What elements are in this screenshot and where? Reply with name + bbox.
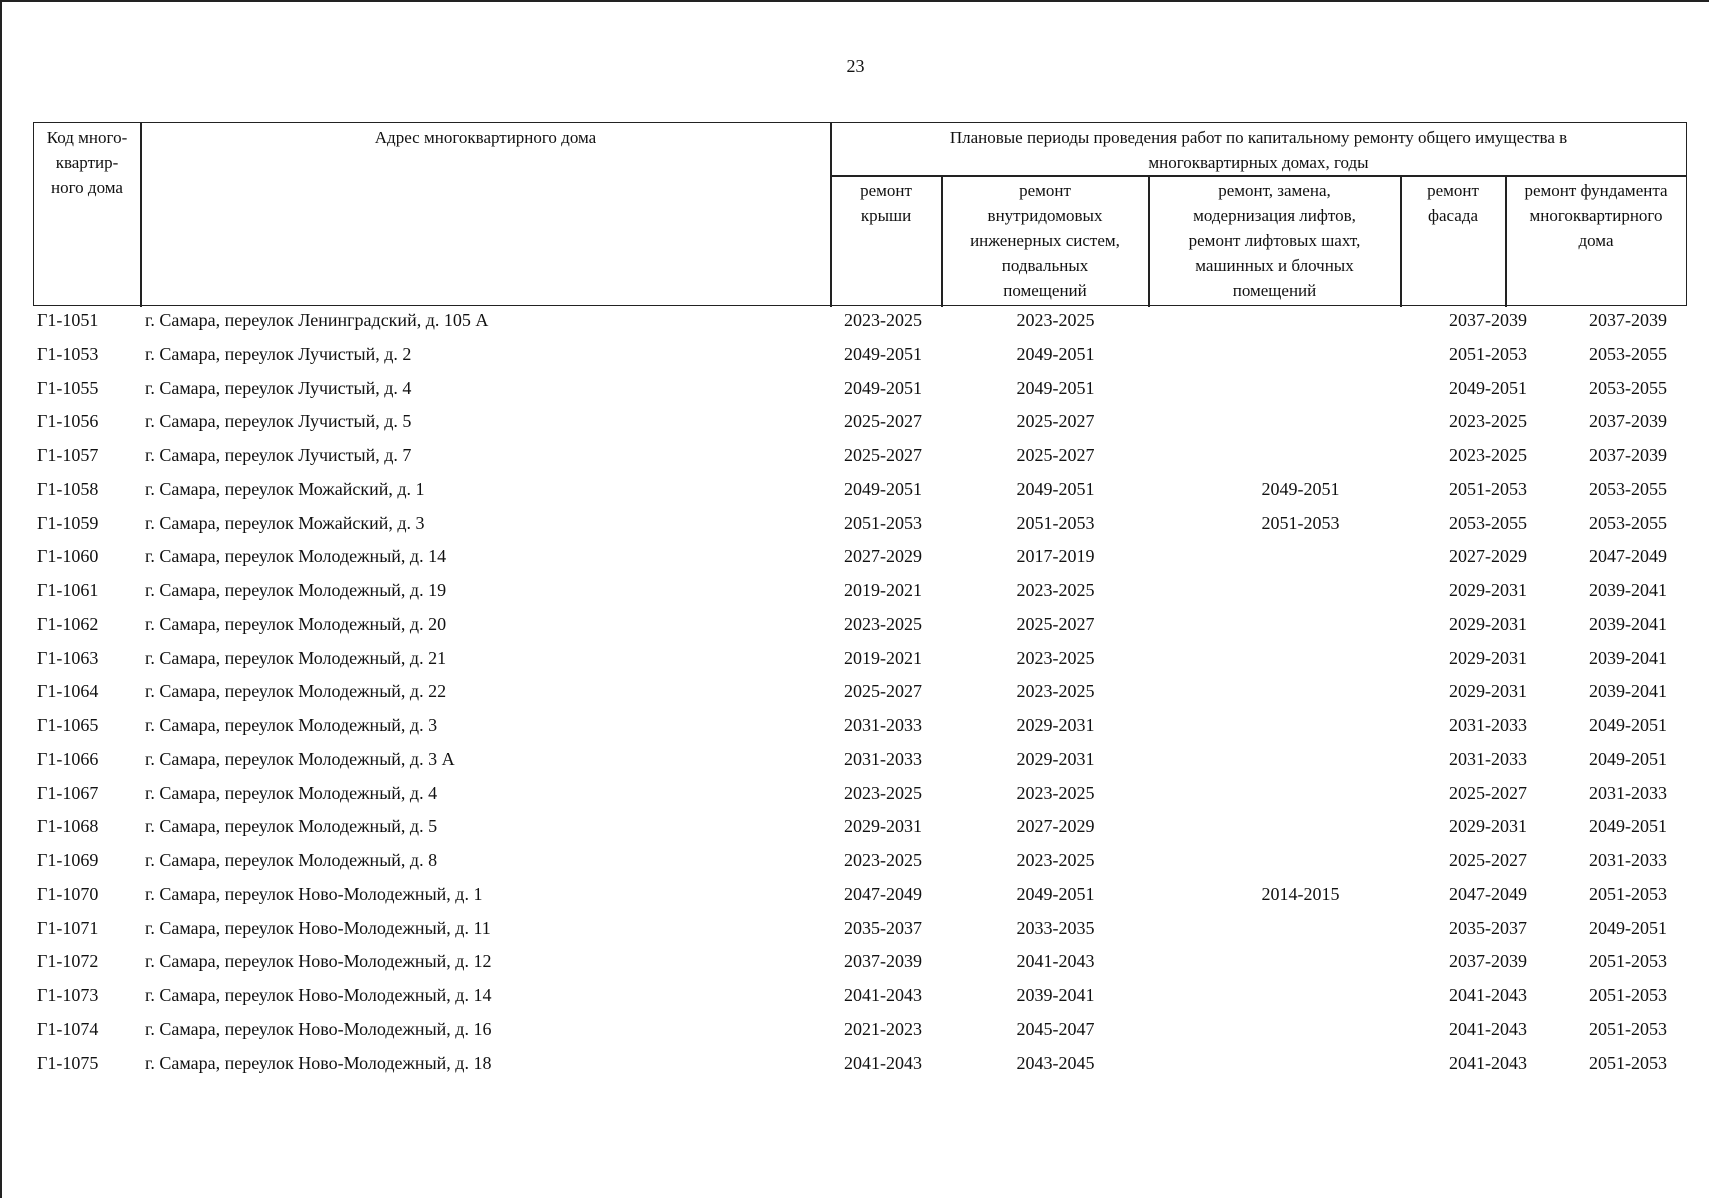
cell-address: г. Самара, переулок Ново-Молодежный, д. 18 <box>145 1052 492 1073</box>
header-lifts <box>1149 178 1400 303</box>
cell-roof: 2049-2051 <box>844 377 922 398</box>
cell-systems: 2029-2031 <box>1016 715 1095 735</box>
cell-systems: 2023-2025 <box>1016 647 1095 668</box>
cell-facade: 2029-2031 <box>1449 816 1527 837</box>
cell-foundation: 2037-2039 <box>1589 411 1667 432</box>
cell-systems: 2023-2025 <box>1016 782 1095 803</box>
cell-roof: 2049-2051 <box>844 343 922 364</box>
cell-facade: 2029-2031 <box>1449 681 1527 702</box>
cell-code: Г1-1063 <box>37 647 99 668</box>
cell-foundation: 2039-2041 <box>1589 647 1667 668</box>
table-row <box>33 1050 1687 1084</box>
cell-roof: 2031-2033 <box>844 715 922 735</box>
header-systems-line: инженерных систем, <box>970 231 1120 250</box>
table-row <box>33 341 1687 375</box>
cell-roof: 2019-2021 <box>844 580 922 600</box>
cell-facade: 2025-2027 <box>1449 782 1527 803</box>
table-row <box>33 375 1687 409</box>
header-code-line: квартир- <box>55 153 119 172</box>
cell-foundation: 2031-2033 <box>1589 782 1667 803</box>
header-periods-line: Плановые периоды проведения работ по капитальному ремонту общего имущества в <box>949 128 1568 147</box>
cell-roof: 2049-2051 <box>844 478 922 499</box>
table-header <box>33 122 1687 306</box>
header-foundation <box>1506 178 1686 253</box>
cell-foundation: 2051-2053 <box>1589 1018 1667 1039</box>
cell-foundation: 2031-2033 <box>1589 850 1667 870</box>
cell-roof: 2041-2043 <box>844 1052 922 1073</box>
cell-address: г. Самара, переулок Молодежный, д. 4 <box>145 782 438 803</box>
header-code-line: Код много- <box>46 128 128 147</box>
header-periods-line: многоквартирных домах, годы <box>1148 153 1369 172</box>
table-body <box>33 307 1687 1083</box>
header-systems-line: внутридомовых <box>987 206 1103 225</box>
cell-facade: 2041-2043 <box>1449 1018 1527 1039</box>
table-row <box>33 408 1687 442</box>
table-row <box>33 510 1687 544</box>
cell-foundation: 2039-2041 <box>1589 613 1667 634</box>
table-row <box>33 746 1687 780</box>
cell-foundation: 2049-2051 <box>1589 715 1667 735</box>
cell-facade: 2041-2043 <box>1449 1052 1527 1073</box>
cell-systems: 2049-2051 <box>1016 377 1095 398</box>
cell-foundation: 2039-2041 <box>1589 580 1667 600</box>
cell-roof: 2041-2043 <box>844 985 922 1005</box>
cell-systems: 2049-2051 <box>1016 478 1095 499</box>
cell-facade: 2027-2029 <box>1449 546 1527 567</box>
header-roof-line: крыши <box>860 206 912 225</box>
table-row <box>33 982 1687 1016</box>
cell-facade: 2029-2031 <box>1449 613 1527 634</box>
table-row <box>33 1016 1687 1050</box>
table-row <box>33 712 1687 746</box>
header-code <box>34 125 140 200</box>
cell-foundation: 2053-2055 <box>1589 512 1667 533</box>
header-foundation-line: многоквартирного <box>1529 206 1663 225</box>
cell-facade: 2047-2049 <box>1449 883 1527 904</box>
header-code-line: ного дома <box>51 178 123 197</box>
cell-facade: 2037-2039 <box>1449 951 1527 972</box>
cell-address: г. Самара, переулок Молодежный, д. 14 <box>145 546 447 567</box>
cell-foundation: 2037-2039 <box>1589 310 1667 330</box>
cell-systems: 2023-2025 <box>1016 681 1095 702</box>
cell-roof: 2023-2025 <box>844 613 922 634</box>
cell-code: Г1-1057 <box>37 445 99 465</box>
cell-address: г. Самара, переулок Лучистый, д. 2 <box>145 343 412 364</box>
header-facade <box>1401 178 1505 228</box>
cell-systems: 2017-2019 <box>1016 546 1095 567</box>
cell-facade: 2053-2055 <box>1449 512 1527 533</box>
cell-address: г. Самара, переулок Молодежный, д. 8 <box>145 850 438 870</box>
header-lifts-line: машинных и блочных <box>1195 256 1354 275</box>
cell-address: г. Самара, переулок Ново-Молодежный, д. 16 <box>145 1018 492 1039</box>
header-lifts-line: помещений <box>1232 281 1317 300</box>
header-address: Адрес многоквартирного дома <box>374 128 597 147</box>
cell-address: г. Самара, переулок Молодежный, д. 19 <box>145 580 447 600</box>
cell-address: г. Самара, переулок Можайский, д. 1 <box>145 478 425 499</box>
cell-roof: 2025-2027 <box>844 445 922 465</box>
cell-address: г. Самара, переулок Лучистый, д. 7 <box>145 445 412 465</box>
cell-facade: 2029-2031 <box>1449 580 1527 600</box>
header-facade-line: ремонт <box>1427 181 1479 200</box>
cell-roof: 2023-2025 <box>844 782 922 803</box>
header-lifts-line: модернизация лифтов, <box>1193 206 1356 225</box>
cell-code: Г1-1065 <box>37 715 99 735</box>
cell-address: г. Самара, переулок Ленинградский, д. 105 А <box>145 310 489 330</box>
header-systems <box>942 178 1148 303</box>
header-periods <box>831 125 1686 175</box>
cell-systems: 2043-2045 <box>1016 1052 1095 1073</box>
header-foundation-line: ремонт фундамента <box>1524 181 1668 200</box>
cell-foundation: 2047-2049 <box>1589 546 1667 567</box>
table-row <box>33 678 1687 712</box>
table-row <box>33 611 1687 645</box>
cell-address: г. Самара, переулок Ново-Молодежный, д. 12 <box>145 951 492 972</box>
cell-roof: 2031-2033 <box>844 748 922 769</box>
cell-systems: 2025-2027 <box>1016 613 1095 634</box>
cell-roof: 2047-2049 <box>844 883 922 904</box>
cell-address: г. Самара, переулок Молодежный, д. 5 <box>145 816 438 837</box>
cell-facade: 2051-2053 <box>1449 343 1527 364</box>
cell-code: Г1-1075 <box>37 1052 99 1073</box>
cell-facade: 2023-2025 <box>1449 411 1527 432</box>
table-row <box>33 813 1687 847</box>
cell-code: Г1-1064 <box>37 681 99 702</box>
cell-address: г. Самара, переулок Ново-Молодежный, д. 11 <box>145 917 491 938</box>
cell-roof: 2023-2025 <box>844 310 922 330</box>
cell-foundation: 2051-2053 <box>1589 883 1667 904</box>
cell-code: Г1-1053 <box>37 343 99 364</box>
table-row <box>33 442 1687 476</box>
cell-facade: 2037-2039 <box>1449 310 1527 330</box>
cell-roof: 2025-2027 <box>844 411 922 432</box>
cell-roof: 2027-2029 <box>844 546 922 567</box>
cell-systems: 2023-2025 <box>1016 580 1095 600</box>
header-systems-line: помещений <box>1003 281 1087 300</box>
cell-roof: 2037-2039 <box>844 951 922 972</box>
cell-facade: 2035-2037 <box>1449 917 1527 938</box>
cell-address: г. Самара, переулок Молодежный, д. 22 <box>145 681 447 702</box>
cell-code: Г1-1059 <box>37 512 99 533</box>
table-row <box>33 543 1687 577</box>
cell-foundation: 2053-2055 <box>1589 478 1667 499</box>
cell-facade: 2025-2027 <box>1449 850 1527 870</box>
cell-systems: 2033-2035 <box>1016 917 1095 938</box>
cell-code: Г1-1072 <box>37 951 99 972</box>
cell-systems: 2023-2025 <box>1016 310 1095 330</box>
table-row <box>33 881 1687 915</box>
cell-address: г. Самара, переулок Лучистый, д. 5 <box>145 411 412 432</box>
table-row <box>33 577 1687 611</box>
cell-address: г. Самара, переулок Молодежный, д. 20 <box>145 613 447 634</box>
cell-code: Г1-1066 <box>37 748 99 769</box>
cell-address: г. Самара, переулок Молодежный, д. 21 <box>145 647 447 668</box>
cell-code: Г1-1055 <box>37 377 99 398</box>
cell-systems: 2051-2053 <box>1016 512 1095 533</box>
cell-systems: 2041-2043 <box>1016 951 1095 972</box>
cell-code: Г1-1060 <box>37 546 99 567</box>
cell-roof: 2035-2037 <box>844 917 922 938</box>
cell-systems: 2039-2041 <box>1016 985 1095 1005</box>
cell-systems: 2049-2051 <box>1016 343 1095 364</box>
header-lifts-line: ремонт, замена, <box>1218 181 1331 200</box>
cell-roof: 2019-2021 <box>844 647 922 668</box>
table-row <box>33 307 1687 341</box>
cell-code: Г1-1067 <box>37 782 99 803</box>
header-divider <box>140 123 142 307</box>
cell-facade: 2023-2025 <box>1449 445 1527 465</box>
table-row <box>33 915 1687 949</box>
cell-foundation: 2053-2055 <box>1589 343 1667 364</box>
cell-address: г. Самара, переулок Ново-Молодежный, д. 1 <box>145 883 483 904</box>
cell-systems: 2045-2047 <box>1016 1018 1095 1039</box>
cell-foundation: 2037-2039 <box>1589 445 1667 465</box>
cell-roof: 2021-2023 <box>844 1018 922 1039</box>
table-row <box>33 847 1687 881</box>
cell-foundation: 2039-2041 <box>1589 681 1667 702</box>
header-facade-line: фасада <box>1427 206 1479 225</box>
page-number: 23 <box>846 56 865 76</box>
cell-address: г. Самара, переулок Молодежный, д. 3 <box>145 715 438 735</box>
cell-address: г. Самара, переулок Можайский, д. 3 <box>145 512 425 533</box>
table-row <box>33 645 1687 679</box>
cell-facade: 2031-2033 <box>1449 715 1527 735</box>
cell-foundation: 2051-2053 <box>1589 1052 1667 1073</box>
cell-foundation: 2051-2053 <box>1589 951 1667 972</box>
cell-systems: 2027-2029 <box>1016 816 1095 837</box>
cell-facade: 2031-2033 <box>1449 748 1527 769</box>
table-row <box>33 476 1687 510</box>
cell-roof: 2025-2027 <box>844 681 922 702</box>
cell-roof: 2029-2031 <box>844 816 922 837</box>
header-foundation-line: дома <box>1578 231 1614 250</box>
cell-systems: 2049-2051 <box>1016 883 1095 904</box>
cell-code: Г1-1068 <box>37 816 99 837</box>
cell-foundation: 2049-2051 <box>1589 816 1667 837</box>
cell-facade: 2049-2051 <box>1449 377 1527 398</box>
cell-code: Г1-1056 <box>37 411 99 432</box>
header-lifts-line: ремонт лифтовых шахт, <box>1188 231 1361 250</box>
cell-systems: 2025-2027 <box>1016 411 1095 432</box>
header-systems-line: ремонт <box>1019 181 1071 200</box>
cell-address: г. Самара, переулок Молодежный, д. 3 А <box>145 748 455 769</box>
cell-foundation: 2049-2051 <box>1589 917 1667 938</box>
cell-facade: 2029-2031 <box>1449 647 1527 668</box>
cell-address: г. Самара, переулок Лучистый, д. 4 <box>145 377 412 398</box>
cell-code: Г1-1073 <box>37 985 99 1005</box>
cell-lifts: 2014-2015 <box>1261 883 1340 904</box>
table-row <box>33 780 1687 814</box>
cell-code: Г1-1071 <box>37 917 99 938</box>
cell-code: Г1-1070 <box>37 883 99 904</box>
cell-roof: 2051-2053 <box>844 512 922 533</box>
cell-address: г. Самара, переулок Ново-Молодежный, д. 14 <box>145 985 492 1005</box>
cell-code: Г1-1051 <box>37 310 99 330</box>
cell-code: Г1-1061 <box>37 580 99 600</box>
cell-lifts: 2049-2051 <box>1261 478 1340 499</box>
cell-code: Г1-1069 <box>37 850 99 870</box>
cell-systems: 2023-2025 <box>1016 850 1095 870</box>
cell-facade: 2041-2043 <box>1449 985 1527 1005</box>
header-divider <box>830 175 1686 177</box>
cell-roof: 2023-2025 <box>844 850 922 870</box>
cell-facade: 2051-2053 <box>1449 478 1527 499</box>
cell-foundation: 2051-2053 <box>1589 985 1667 1005</box>
cell-lifts: 2051-2053 <box>1261 512 1340 533</box>
header-roof-line: ремонт <box>860 181 912 200</box>
cell-foundation: 2053-2055 <box>1589 377 1667 398</box>
cell-code: Г1-1058 <box>37 478 99 499</box>
cell-code: Г1-1062 <box>37 613 99 634</box>
cell-foundation: 2049-2051 <box>1589 748 1667 769</box>
cell-systems: 2025-2027 <box>1016 445 1095 465</box>
cell-code: Г1-1074 <box>37 1018 99 1039</box>
header-roof <box>831 178 941 228</box>
table-row <box>33 948 1687 982</box>
cell-systems: 2029-2031 <box>1016 748 1095 769</box>
header-systems-line: подвальных <box>1001 256 1089 275</box>
